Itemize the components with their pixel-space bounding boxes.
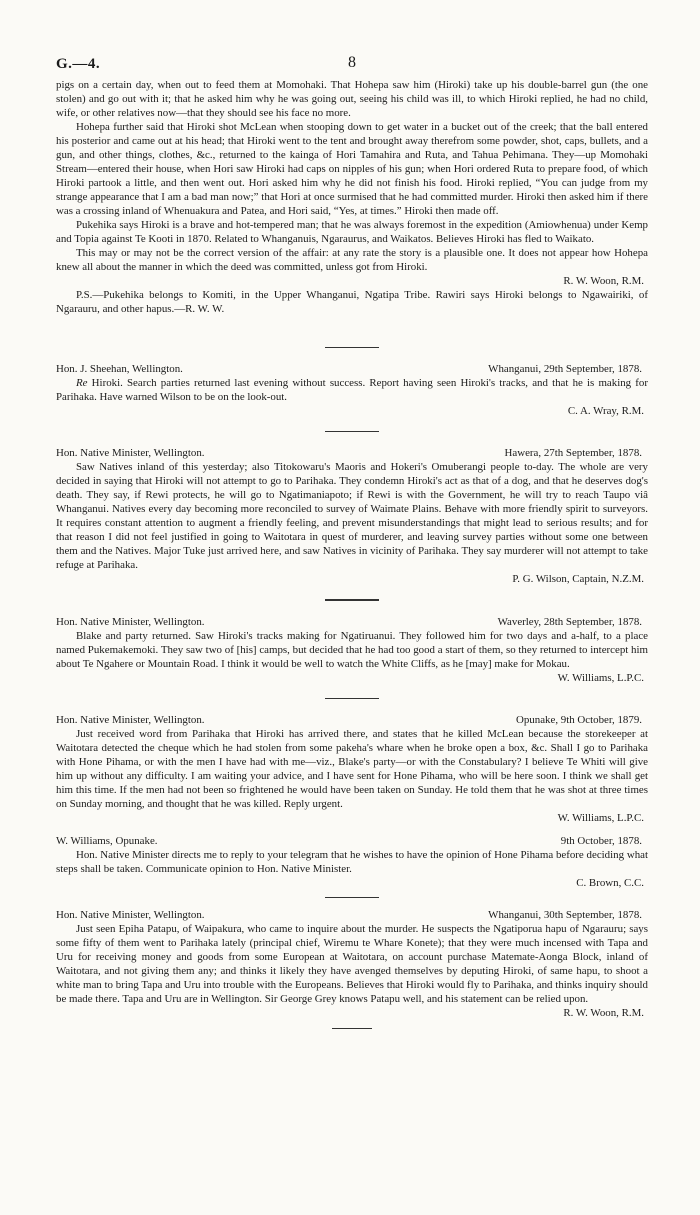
page-number: 8: [348, 54, 356, 71]
telegram-body: Saw Natives inland of this yesterday; also Titokowaru's Maoris and Hokeri's Omuberangi people to-day. The whole are very decided in saying that Hiroki will not attempt to go to Parihaka. They condemn Hiroki's act as that of a dog, and that he deserves dog's death. They say, if Rewi protects, he will go to Ngatimaniapoto; if Rewi is with the Government, he will try to reach Taupo viâ Whanganui. Natives every day becoming more reconciled to survey of Waimate Plains. Behave with more friendly spirit to surveyors. It requires constant attention to augment a friendly feeling, and prevent misunderstandings that might lead to serious results; and for that reason I did not feel justified in going to Waitotara in quest of murderer, and leaving survey parties without some one between them and the Natives. Major Tuke just arrived here, and saw Natives in vicinity of Parihaka. They say murderer will not attempt to take refuge at Parihaka.: [56, 461, 648, 572]
divider-rule: [325, 347, 379, 348]
telegram-date: Hawera, 27th September, 1878.: [504, 447, 642, 460]
telegram-3: [56, 615, 648, 685]
end-rule: [332, 1028, 372, 1030]
paragraph-postscript: P.S.—Pukehika belongs to Komiti, in the Upper Whanganui, Ngatipa Tribe. Rawiri says Hiroki belongs to Ngawairiki, of Ngarauru, and other hapus.—R. W. W.: [56, 289, 648, 315]
telegram-6: [56, 908, 648, 1020]
telegram-signature: W. Williams, L.P.C.: [557, 671, 644, 684]
telegram-4: [56, 713, 648, 825]
telegram-5: [56, 834, 648, 890]
telegram-signature: R. W. Woon, R.M.: [563, 1006, 644, 1019]
telegram-header: [56, 834, 648, 848]
divider-rule: [325, 599, 379, 600]
telegram-signature: C. Brown, C.C.: [576, 876, 644, 889]
telegram-body: Just received word from Parihaka that Hiroki has arrived there, and states that he killed McLean because the storekeeper at Waitotara detected the cheque which he had stolen from some pakeha's whare when he broke open a box, &c. Shall I go to Parihaka with Hone Pihama, or with the men I have had with me—viz., Blake's party—or with the Constabulary? I believe Te Whiti will give him up without any difficulty. I am waiting your advice, and I have sent for Hone Pihama, who will be here soon. I think we shall get him this time. If the men had not been so frightened he would have been taken on Sunday. He told them that he was shot at three times on Sunday morning, and thought that he was killed. Reply urgent.: [56, 727, 648, 810]
telegram-header: [56, 446, 648, 460]
telegram-date: 9th October, 1878.: [560, 834, 642, 847]
telegram-body: Re Hiroki. Search parties returned last evening without success. Report having seen Hiroki's tracks, and that he is making for Parihaka. Have warned Wilson to be on the look-out.: [56, 377, 648, 404]
telegram-addressee: Hon. Native Minister, Wellington.: [56, 615, 205, 628]
telegram-addressee: Hon. Native Minister, Wellington.: [56, 908, 205, 921]
page-header: [56, 0, 648, 78]
re-label: Re: [76, 377, 88, 390]
telegram-header: [56, 908, 648, 922]
telegram-signature: W. Williams, L.P.C.: [557, 811, 644, 824]
telegram-addressee: Hon. Native Minister, Wellington.: [56, 447, 205, 460]
telegram-date: Whanganui, 29th September, 1878.: [488, 363, 642, 376]
paragraph-hohepa: Hohepa further said that Hiroki shot McLean when stooping down to get water in a bucket out of the creek; that the ball entered his posterior and came out at his head; that Hiroki went to the tent and brought away therefrom some powder, shot, caps, bullets, and a gun, and other things, clothes, &c., returned to the kainga of Hori Tamahira and Ruta, and Tahua Pehimana. They—up Momohaki Stream—entered their house, when Hori saw Hiroki had caps on nipples of his gun; when Hori ordered Ruta to prepare food, of which Hiroki partook a little, and then went out. Hori asked him why he did not finish his food. Hiroki replied, “You can judge from my strange appearance that I am a bad man now;” that Hori at once surmised that he had committed murder. Hiroki then asked him if there was a crossing inland of Whenuakura and Patea, and Hori said, “Yes, at times.” Hiroki then made off.: [56, 121, 648, 217]
telegram-header: [56, 713, 648, 727]
paragraph-pukehika: Pukehika says Hiroki is a brave and hot-tempered man; that he was always foremost in the expedition (Amiowhenua) under Kemp and Topia against Te Kooti in 1870. Related to Whanganuis, Ngaraurus, and Waikatos. Believes Hiroki has fled to Waikato.: [56, 219, 648, 245]
telegram-date: Whanganui, 30th September, 1878.: [488, 908, 642, 921]
paragraph-continued: pigs on a certain day, when out to feed them at Momohaki. That Hohepa saw him (Hiroki) take up his double-barrel gun (the one stolen) and go out with it; that he asked him why he was going out, seeing his child was ill, to which Hiroki replied, he had no child, wife, or other relatives now—that they should see his face no more.: [56, 79, 648, 119]
telegram-date: Waverley, 28th September, 1878.: [497, 615, 642, 628]
divider-rule: [325, 431, 379, 432]
telegram-body: Just seen Epiha Patapu, of Waipakura, who came to inquire about the murder. He suspects the Ngatiporua hapu of Ngarauru; says some fifty of them went to Parihaka lately (principal chief, Wiremu te Whare Konete); that they were much incensed with Tapa and Uru for receiving money and goods from some European at Waitotara, on account purchase Matemate-Aonga Block, inland of Waitotara, and not giving them any; and thinks it likely they have avenged themselves by deputing Hiroki, of same hapu, to shoot a white man to bring Tapa and Uru into trouble with the Europeans. Believes that Hiroki would fly to Parihaka, and thinks inquiry should be made there. Tapa and Uru are in Wellington. Sir George Grey knows Patapu well, and his statement can be relied upon.: [56, 922, 648, 1005]
telegram-addressee: W. Williams, Opunake.: [56, 834, 158, 847]
telegram-addressee: Hon. J. Sheehan, Wellington.: [56, 363, 183, 376]
telegram-body: Blake and party returned. Saw Hiroki's tracks making for Ngatiruanui. They followed him for two days and a-half, to a place named Pukemakemoki. They saw two of [his] camps, but decided that he had too good a start of them, so they returned to intercept him about Te Ngahere or Mountain Road. I think it would be well to watch the White Cliffs, as he [may] make for Mokau.: [56, 629, 648, 670]
telegram-signature: P. G. Wilson, Captain, N.Z.M.: [512, 573, 644, 586]
telegram-2: [56, 446, 648, 586]
divider-rule: [325, 897, 379, 898]
telegram-addressee: Hon. Native Minister, Wellington.: [56, 713, 205, 726]
telegram-1: [56, 362, 648, 418]
telegram-date: Opunake, 9th October, 1879.: [516, 713, 642, 726]
telegram-header: [56, 362, 648, 376]
telegram-header: [56, 615, 648, 629]
parliamentary-paper-ref: G.—4.: [56, 56, 101, 72]
divider-rule: [325, 698, 379, 699]
document-body: [56, 78, 648, 1029]
telegram-body: Hon. Native Minister directs me to reply to your telegram that he wishes to have the opinion of Hone Pihama before deciding what steps shall be taken. Communicate opinion to Hon. Native Minister.: [56, 848, 648, 875]
signature: R. W. Woon, R.M.: [563, 275, 644, 287]
paragraph-assessment: This may or may not be the correct version of the affair: at any rate the story is a plausible one. It does not appear how Hohepa knew all about the manner in which the deed was committed, unless got from Hiroki.: [56, 247, 648, 273]
telegram-signature: C. A. Wray, R.M.: [567, 405, 644, 418]
